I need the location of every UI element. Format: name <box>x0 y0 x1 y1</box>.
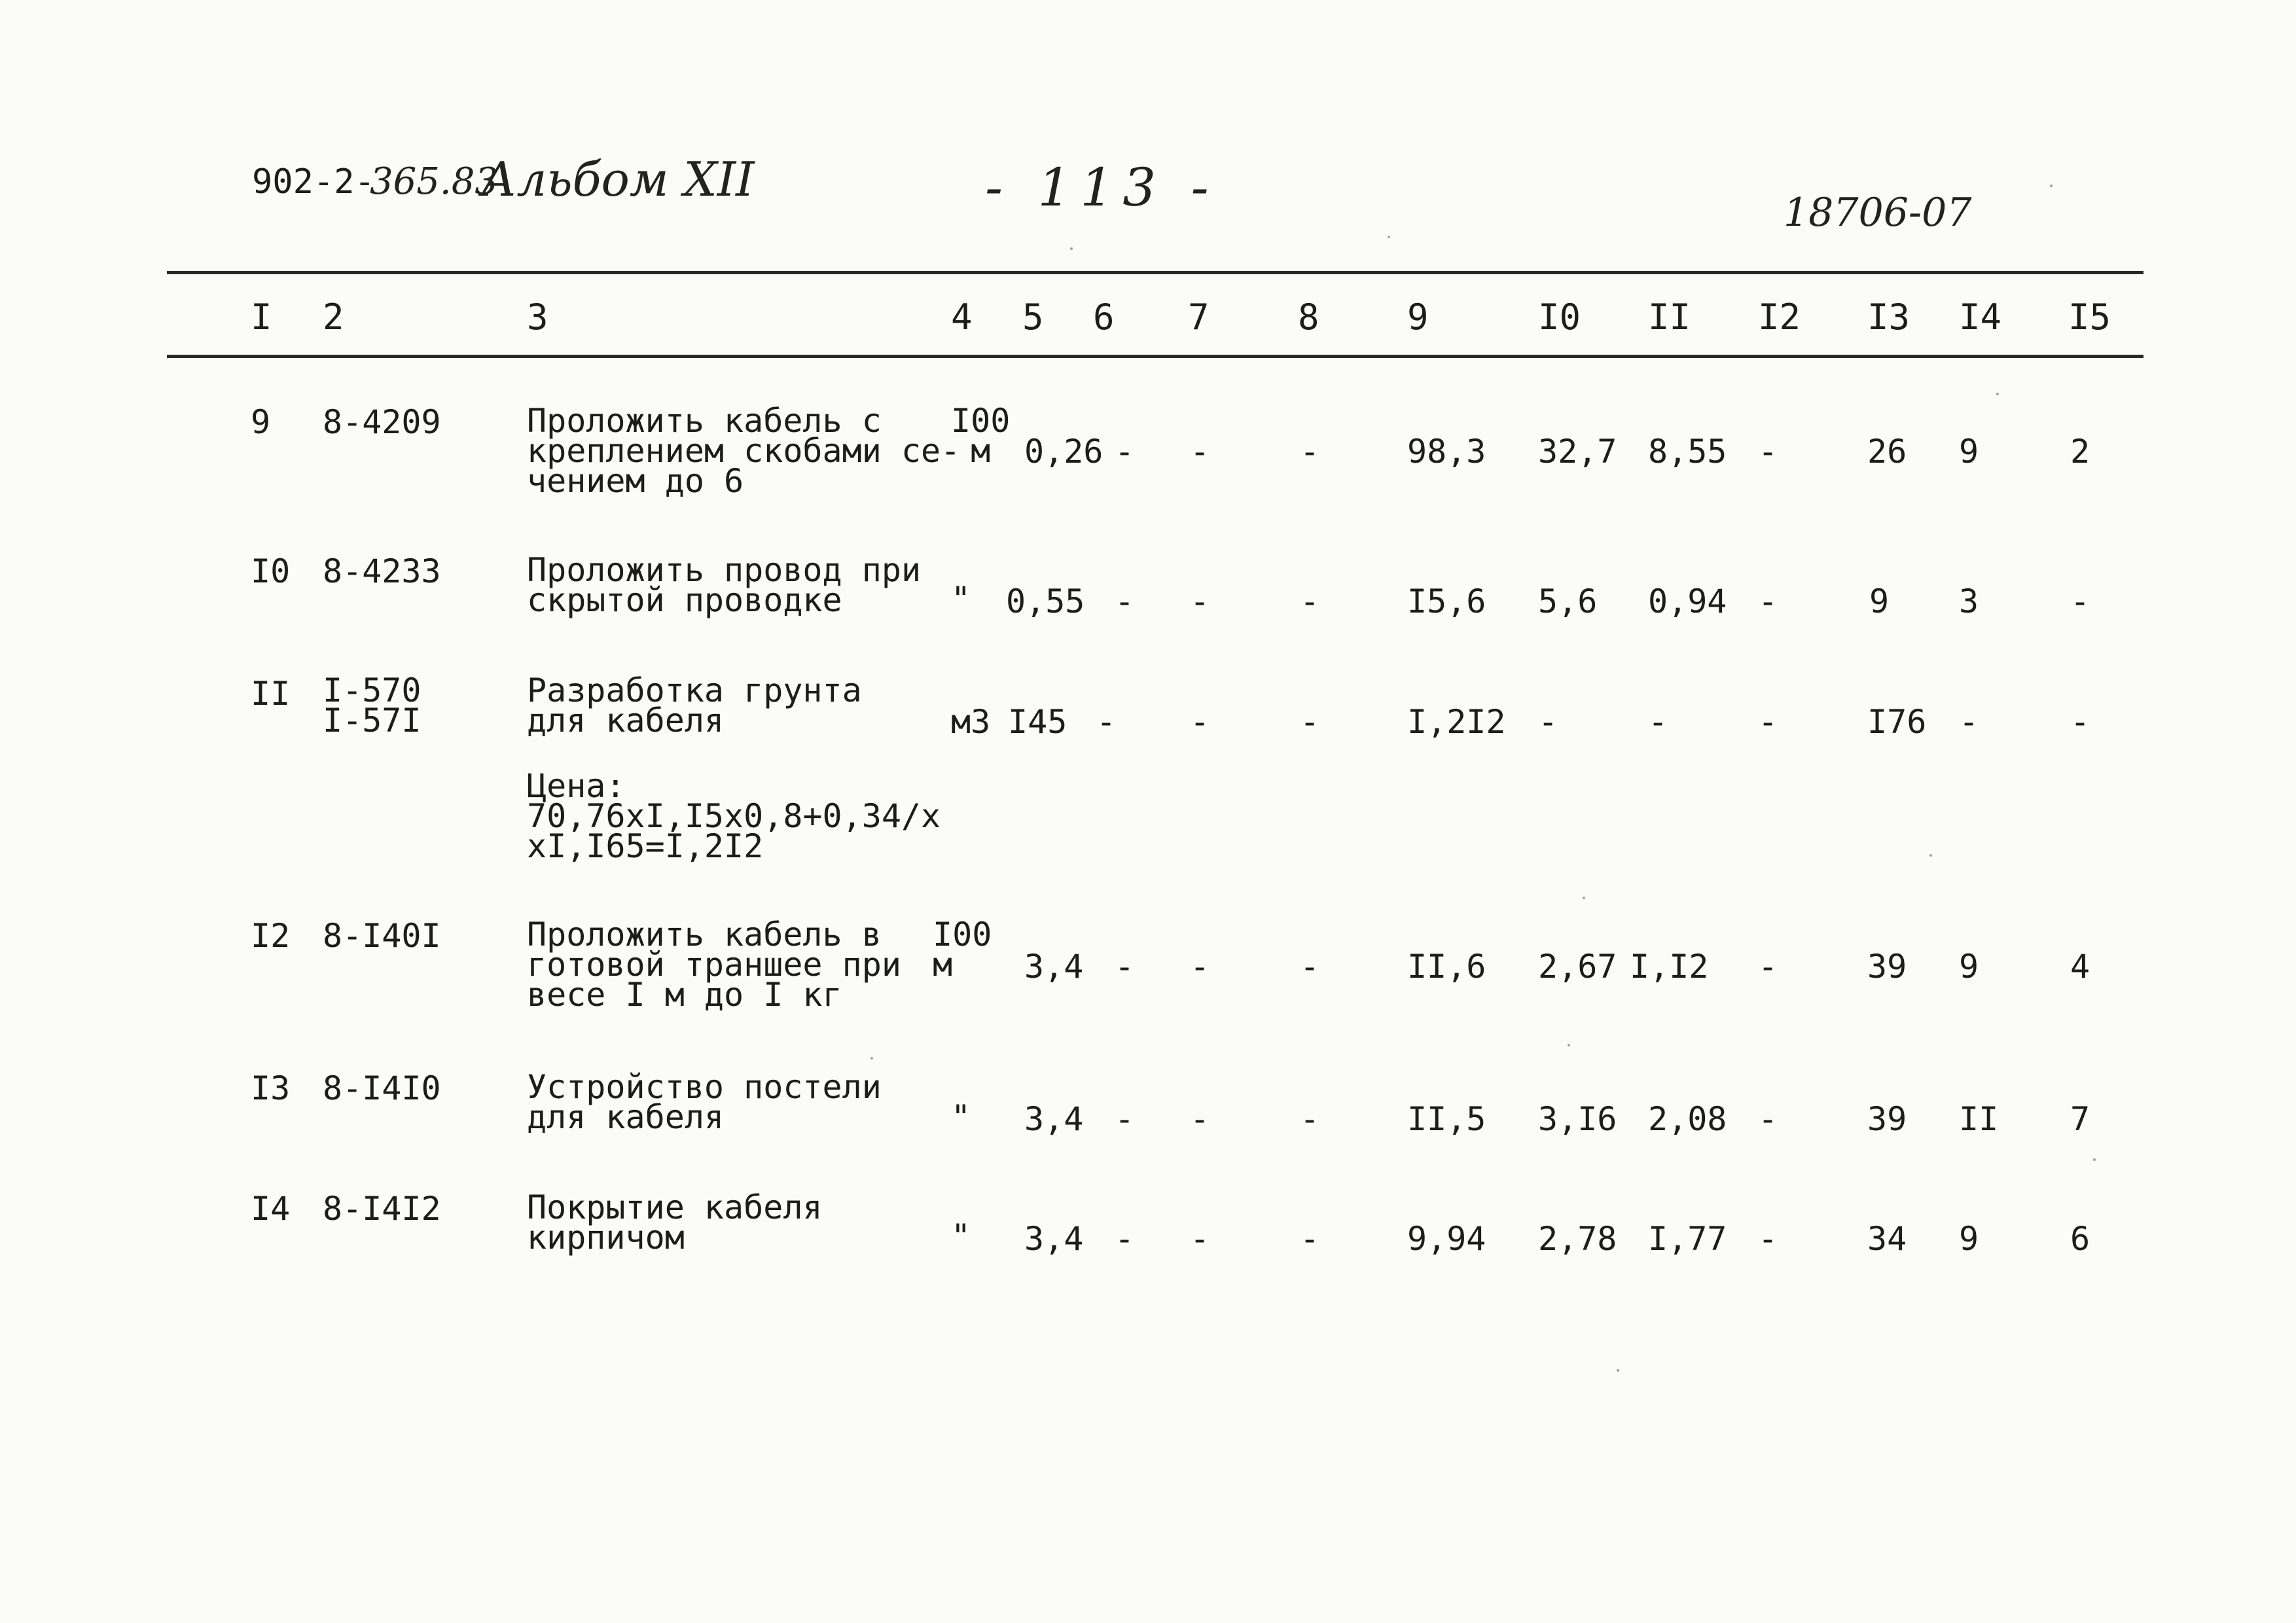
col-11-value: 0,94 <box>1648 582 1727 620</box>
col-6-value: - <box>1115 1100 1135 1138</box>
col-9-value: II,6 <box>1407 948 1486 986</box>
work-description: Проложить кабель с креплением скобами се- чением до 6 <box>527 402 961 500</box>
col-7-value: - <box>1190 433 1210 471</box>
col-header-11: II <box>1648 296 1691 338</box>
scan-speck <box>870 1057 873 1060</box>
album-title: Альбом XII <box>481 152 755 207</box>
col-9-value: I,2I2 <box>1407 703 1506 741</box>
col-9-value: I5,6 <box>1407 582 1486 620</box>
row-number: I2 <box>251 917 291 955</box>
unit: I00 м <box>951 402 1011 470</box>
rate-code: 8-4209 <box>323 403 441 441</box>
col-6-value: - <box>1115 433 1135 471</box>
col-header-5: 5 <box>1022 296 1044 338</box>
col-header-6: 6 <box>1093 296 1115 338</box>
col-12-value: - <box>1758 1100 1778 1138</box>
col-13-value: 39 <box>1867 948 1907 986</box>
col-14-value: 9 <box>1959 1220 1979 1258</box>
row-number: II <box>251 675 291 713</box>
row-number: I0 <box>251 552 291 590</box>
col-11-value: 8,55 <box>1648 433 1727 471</box>
col-header-8: 8 <box>1298 296 1319 338</box>
col-header-7: 7 <box>1188 296 1210 338</box>
header-bottom-rule <box>167 355 2144 358</box>
rate-code: 8-I40I <box>323 917 441 955</box>
rate-code: 8-4233 <box>323 552 441 590</box>
scan-speck <box>1583 897 1585 899</box>
doc-code-handwritten: 365.83 <box>370 160 498 203</box>
col-7-value: - <box>1190 582 1210 620</box>
col-8-value: - <box>1300 1100 1320 1138</box>
col-11-value: I,77 <box>1648 1220 1727 1258</box>
row-number: I4 <box>251 1190 291 1228</box>
col-13-value: 9 <box>1869 582 1890 620</box>
col-header-4: 4 <box>951 296 973 338</box>
col-7-value: - <box>1190 948 1210 986</box>
col-8-value: - <box>1300 703 1320 741</box>
col-6-value: - <box>1115 1220 1135 1258</box>
quantity: 3,4 <box>1024 1220 1084 1258</box>
col-header-9: 9 <box>1407 296 1429 338</box>
col-15-value: - <box>2070 703 2090 741</box>
col-11-value: 2,08 <box>1648 1100 1727 1138</box>
col-12-value: - <box>1758 703 1778 741</box>
col-8-value: - <box>1300 948 1320 986</box>
col-9-value: 9,94 <box>1407 1220 1486 1258</box>
col-8-value: - <box>1300 582 1320 620</box>
col-14-value: - <box>1959 703 1979 741</box>
work-description: Разработка грунта для кабеля <box>527 671 862 740</box>
work-description: Устройство постели для кабеля <box>527 1068 882 1136</box>
col-13-value: 39 <box>1867 1100 1907 1138</box>
col-8-value: - <box>1300 1220 1320 1258</box>
col-15-value: 2 <box>2070 433 2090 471</box>
scan-speck <box>1929 854 1932 857</box>
col-9-value: II,5 <box>1407 1100 1486 1138</box>
unit: " <box>951 1098 971 1136</box>
col-7-value: - <box>1190 703 1210 741</box>
scan-speck <box>1070 247 1073 250</box>
col-6-value: - <box>1115 582 1135 620</box>
col-14-value: 9 <box>1959 948 1979 986</box>
rate-code: 8-I4I0 <box>323 1069 441 1107</box>
col-header-1: I <box>251 296 272 338</box>
row-number: 9 <box>251 403 271 441</box>
rate-code: I-570 I-57I <box>323 671 422 740</box>
scan-speck <box>1388 236 1390 238</box>
price-note: Цена: 70,76хI,I5х0,8+0,34/х хI,I65=I,2I2 <box>527 767 941 865</box>
quantity: 0,55 <box>1006 582 1085 620</box>
col-7-value: - <box>1190 1220 1210 1258</box>
row-number: I3 <box>251 1069 291 1107</box>
quantity: 0,26 <box>1024 433 1103 471</box>
scan-speck <box>1617 1369 1619 1372</box>
col-12-value: - <box>1758 433 1778 471</box>
registry-number: 18706-07 <box>1784 190 1972 236</box>
quantity: I45 <box>1008 703 1067 741</box>
col-9-value: 98,3 <box>1407 433 1486 471</box>
col-header-15: I5 <box>2068 296 2111 338</box>
col-14-value: 3 <box>1959 582 1979 620</box>
col-13-value: 26 <box>1867 433 1907 471</box>
col-10-value: - <box>1538 703 1558 741</box>
scan-speck <box>1996 393 1999 395</box>
col-11-value: I,I2 <box>1630 948 1709 986</box>
col-6-value: - <box>1115 948 1135 986</box>
work-description: Проложить провод при скрытой проводке <box>527 551 922 619</box>
work-description: Проложить кабель в готовой траншее при весе I м до I кг <box>527 916 901 1014</box>
col-12-value: - <box>1758 1220 1778 1258</box>
col-10-value: 5,6 <box>1538 582 1598 620</box>
col-15-value: 4 <box>2070 948 2090 986</box>
col-header-14: I4 <box>1959 296 2002 338</box>
unit: м3 <box>951 703 991 741</box>
col-10-value: 3,I6 <box>1538 1100 1617 1138</box>
unit: " <box>951 1217 971 1255</box>
scan-speck <box>2050 185 2053 187</box>
col-10-value: 2,78 <box>1538 1220 1617 1258</box>
col-15-value: - <box>2070 582 2090 620</box>
col-14-value: II <box>1959 1100 1999 1138</box>
col-header-13: I3 <box>1867 296 1910 338</box>
unit: " <box>951 580 971 618</box>
col-11-value: - <box>1648 703 1668 741</box>
col-13-value: 34 <box>1867 1220 1907 1258</box>
col-10-value: 2,67 <box>1538 948 1617 986</box>
doc-code: 902-2- <box>252 162 375 202</box>
page-number: - 113 - <box>985 157 1218 218</box>
col-10-value: 32,7 <box>1538 433 1617 471</box>
col-14-value: 9 <box>1959 433 1979 471</box>
col-12-value: - <box>1758 582 1778 620</box>
header-top-rule <box>167 271 2144 274</box>
scan-speck <box>2093 1158 2096 1161</box>
col-header-3: 3 <box>527 296 548 338</box>
scan-speck <box>1568 1044 1570 1046</box>
col-8-value: - <box>1300 433 1320 471</box>
col-6-value: - <box>1096 703 1117 741</box>
col-12-value: - <box>1758 948 1778 986</box>
work-description: Покрытие кабеля кирпичом <box>527 1188 823 1257</box>
col-header-12: I2 <box>1758 296 1801 338</box>
col-header-2: 2 <box>323 296 344 338</box>
quantity: 3,4 <box>1024 1100 1084 1138</box>
col-header-10: I0 <box>1538 296 1581 338</box>
quantity: 3,4 <box>1024 948 1084 986</box>
col-15-value: 7 <box>2070 1100 2090 1138</box>
rate-code: 8-I4I2 <box>323 1190 441 1228</box>
col-7-value: - <box>1190 1100 1210 1138</box>
col-15-value: 6 <box>2070 1220 2090 1258</box>
col-13-value: I76 <box>1867 703 1927 741</box>
unit: I00 м <box>933 916 992 984</box>
